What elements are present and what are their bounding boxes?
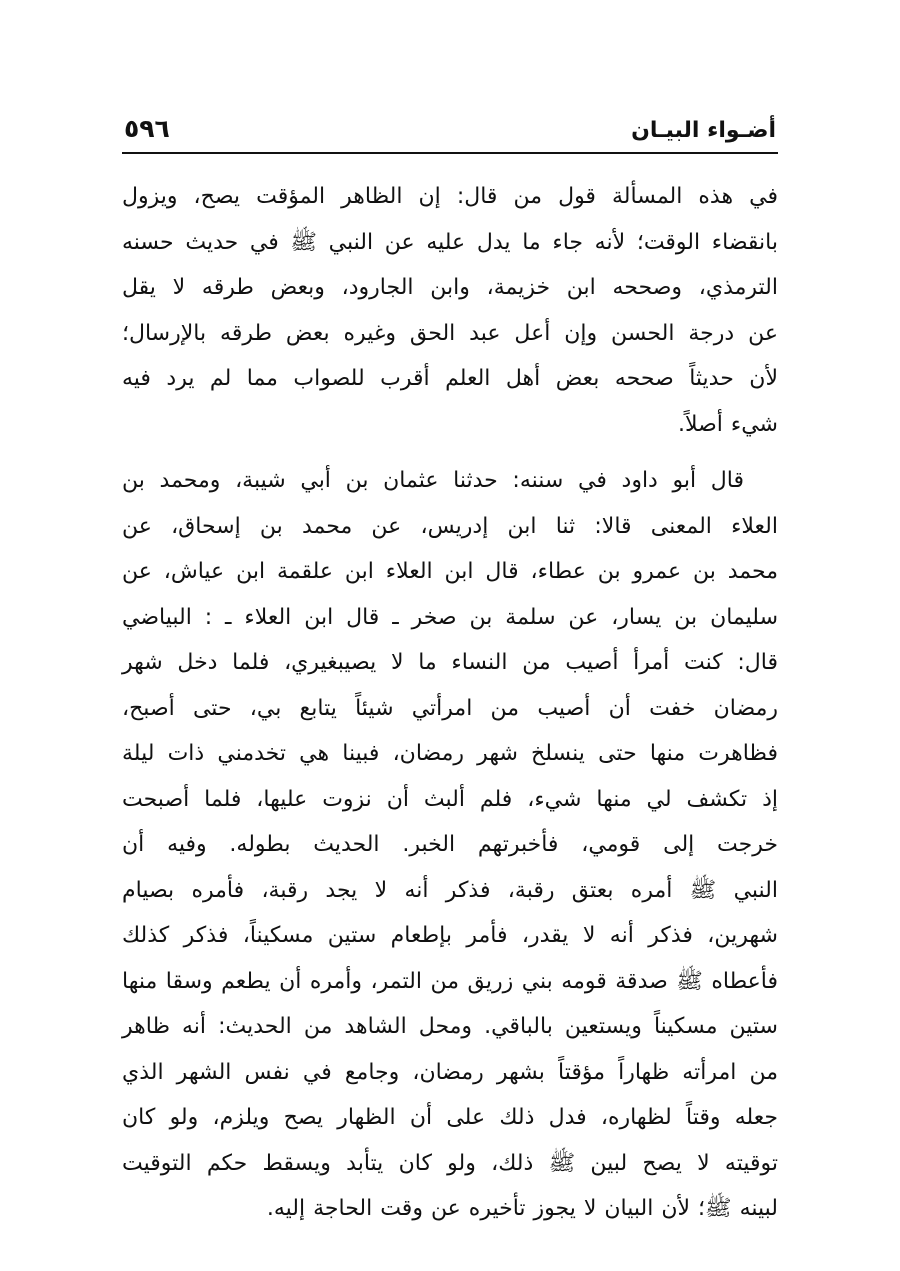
paragraph-2 bbox=[122, 458, 778, 1232]
text-line: النبي ﷺ أمره بعتق رقبة، فذكر أنه لا يجد رقبة، فأمره بصيام bbox=[122, 877, 778, 903]
running-title: أضـواء البيـان bbox=[631, 118, 776, 143]
text-line: محمد بن عمرو بن عطاء، قال ابن العلاء ابن علقمة ابن عياش، عن bbox=[122, 559, 778, 584]
page-number: ٥٩٦ bbox=[124, 114, 170, 143]
text-line: من امرأته ظهاراً مؤقتاً بشهر رمضان، وجامع في نفس الشهر الذي bbox=[122, 1059, 778, 1085]
text-line: توقيته لا يصح لبين ﷺ ذلك، ولو كان يتأبد ويسقط حكم التوقيت bbox=[122, 1150, 778, 1176]
text-line: قال: كنت أمرأ أصيب من النساء ما لا يصيبغيري، فلما دخل شهر bbox=[122, 650, 778, 675]
text-line: سليمان بن يسار، عن سلمة بن صخر ـ قال ابن العلاء ـ : البياضي bbox=[122, 604, 778, 630]
text-line: لأن حديثاً صححه بعض أهل العلم أقرب للصواب مما لم يرد فيه bbox=[122, 366, 778, 391]
text-line: شهرين، فذكر أنه لا يقدر، فأمر بإطعام ستين مسكيناً، فذكر كذلك bbox=[122, 923, 778, 948]
text-line: العلاء المعنى قالا: ثنا ابن إدريس، عن محمد بن إسحاق، عن bbox=[122, 513, 778, 539]
text-line: فظاهرت منها حتى ينسلخ شهر رمضان، فبينا هي تخدمني ذات ليلة bbox=[122, 741, 778, 766]
book-page bbox=[122, 112, 778, 1221]
text-line: ستين مسكيناً ويستعين بالباقي. ومحل الشاهد من الحديث: أنه ظاهر bbox=[122, 1014, 778, 1039]
text-line: جعله وقتاً لظهاره، فدل ذلك على أن الظهار يصح ويلزم، ولو كان bbox=[122, 1105, 778, 1130]
text-line: لبينه ﷺ؛ لأن البيان لا يجوز تأخيره عن وقت الحاجة إليه. bbox=[266, 1196, 778, 1221]
text-line: رمضان خفت أن أصيب من امرأتي شيئاً يتابع بي، حتى أصبح، bbox=[122, 695, 778, 721]
text-line: بانقضاء الوقت؛ لأنه جاء ما يدل عليه عن النبي ﷺ في حديث حسنه bbox=[122, 229, 778, 255]
text-line: الترمذي، وصححه ابن خزيمة، وابن الجارود، وبعض طرقه لا يقل bbox=[122, 275, 778, 300]
paragraph-1 bbox=[122, 174, 778, 447]
text-line: فأعطاه ﷺ صدقة قومه بني زريق من التمر، وأمره أن يطعم وسقا منها bbox=[122, 968, 778, 994]
text-line: إذ تكشف لي منها شيء، فلم ألبث أن نزوت عليها، فلما أصبحت bbox=[122, 786, 778, 812]
text-line: عن درجة الحسن وإن أعل عبد الحق وغيره بعض طرقه بالإرسال؛ bbox=[122, 320, 778, 346]
text-line: قال أبو داود في سننه: حدثنا عثمان بن أبي شيبة، ومحمد بن bbox=[122, 468, 744, 493]
text-line: شيء أصلاً. bbox=[677, 411, 778, 437]
running-header bbox=[122, 112, 778, 154]
text-line: في هذه المسألة قول من قال: إن الظاهر المؤقت يصح، ويزول bbox=[122, 184, 778, 209]
text-line: خرجت إلى قومي، فأخبرتهم الخبر. الحديث بطوله. وفيه أن bbox=[122, 832, 778, 857]
